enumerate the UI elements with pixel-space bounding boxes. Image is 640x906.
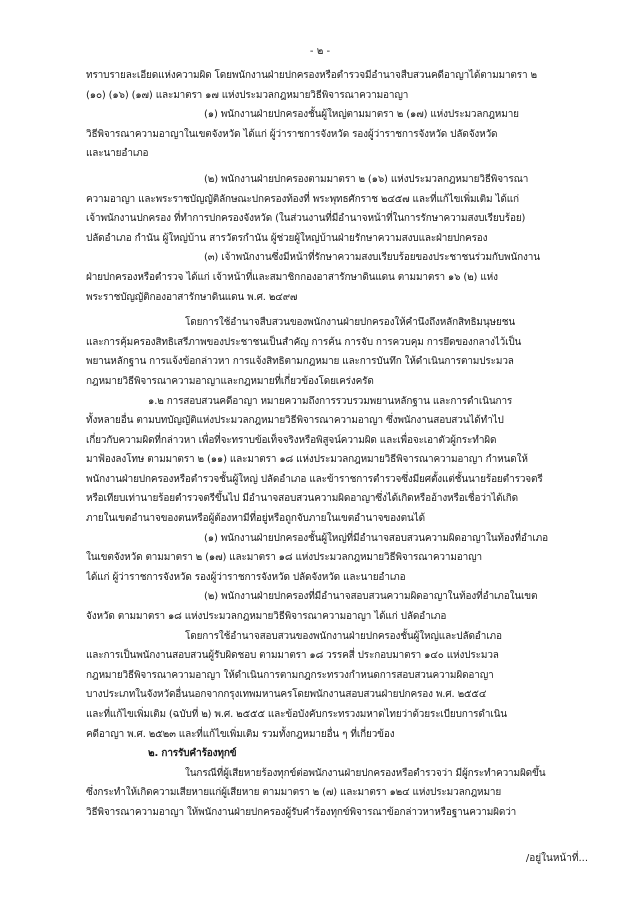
text-line: โดยการใช้อำนาจสอบสวนของพนักงานฝ่ายปกครองชั้นผู้ใหญ่และปลัดอำเภอ bbox=[185, 630, 502, 642]
text-line: ในเขตจังหวัด ตามมาตรา ๒ (๑๗) และมาตรา ๑๘ แห่งประมวลกฎหมายวิธีพิจารณาความอาญา bbox=[86, 552, 482, 564]
text-line: ปลัดอำเภอ กำนัน ผู้ใหญ่บ้าน สารวัตรกำนัน ผู้ช่วยผู้ใหญ่บ้านฝ่ายรักษาความสงบและฝ่ายปกครอง bbox=[86, 232, 488, 244]
text-line: กฎหมายวิธีพิจารณาความอาญาและกฎหมายที่เกี่ยวข้องโดยเคร่งครัด bbox=[86, 375, 374, 387]
document-body bbox=[86, 66, 608, 823]
text-line: พยานหลักฐาน การแจ้งข้อกล่าวหา การแจ้งสิทธิตามกฎหมาย และการบันทึก ให้ดำเนินการตามประมวล bbox=[86, 356, 514, 368]
text-line: (๓) เจ้าพนักงานซึ่งมีหน้าที่รักษาความสงบเรียบร้อยของประชาชนร่วมกับพนักงาน bbox=[204, 252, 540, 264]
text-line: พระราชบัญญัติกองอาสารักษาดินแดน พ.ศ. ๒๔๙๗ bbox=[86, 291, 298, 303]
text-line: และที่แก้ไขเพิ่มเติม (ฉบับที่ ๒) พ.ศ. ๒๕๕๕ และข้อบังคับกระทรวงมหาดไทยว่าด้วยระเบียบการดำเนิน bbox=[86, 709, 507, 720]
text-line: ความอาญา และพระราชบัญญัติลักษณะปกครองท้องที่ พระพุทธศักราช ๒๔๕๗ และที่แก้ไขเพิ่มเติม ได้แก่ bbox=[86, 193, 519, 205]
text-line: กฎหมายวิธีพิจารณาความอาญา ให้ดำเนินการตามกฎกระทรวงกำหนดการสอบสวนความผิดอาญา bbox=[86, 669, 494, 681]
section-heading: ๒. การรับคำร้องทุกข์ bbox=[148, 748, 237, 760]
text-line: บางประเภทในจังหวัดอื่นนอกจากกรุงเทพมหานครโดยพนักงานสอบสวนฝ่ายปกครอง พ.ศ. ๒๕๕๔ bbox=[86, 689, 487, 701]
text-line: (๑๐) (๑๖) (๑๗) และมาตรา ๑๗ แห่งประมวลกฎหมายวิธีพิจารณาความอาญา bbox=[86, 89, 409, 101]
text-line: ภายในเขตอำนาจของตนหรือผู้ต้องหามีที่อยู่หรือถูกจับภายในเขตอำนาจของตนได้ bbox=[86, 513, 425, 525]
text-line: เกี่ยวกับความผิดที่กล่าวหา เพื่อที่จะทราบข้อเท็จจริงหรือพิสูจน์ความผิด และเพื่อจะเอาตัวผู้กระทำผิด bbox=[86, 434, 497, 446]
text-line: ทั้งหลายอื่น ตามบทบัญญัติแห่งประมวลกฎหมายวิธีพิจารณาความอาญา ซึ่งพนักงานสอบสวนได้ทำไป bbox=[86, 415, 504, 427]
text-line: และการคุ้มครองสิทธิเสรีภาพของประชาชนเป็นสำคัญ การค้น การจับ การควบคุม การยึดของกลางไว้เป็น bbox=[86, 336, 522, 348]
continued-note: /อยู่ในหน้าที่... bbox=[525, 853, 588, 864]
text-line: พนักงานฝ่ายปกครองหรือตำรวจชั้นผู้ใหญ่ ปลัดอำเภอ และข้าราชการตำรวจซึ่งมียศตั้งแต่ชั้นนายร้อยตำรวจตรี bbox=[86, 473, 543, 485]
text-line: วิธีพิจารณาความอาญาในเขตจังหวัด ได้แก่ ผู้ว่าราชการจังหวัด รองผู้ว่าราชการจังหวัด ปลัดจังหวัด bbox=[86, 128, 498, 140]
text-line: ทราบรายละเอียดแห่งความผิด โดยพนักงานฝ่ายปกครองหรือตำรวจมีอำนาจสืบสวนคดีอาญาได้ตามมาตรา ๒ bbox=[86, 70, 537, 81]
text-line: ในกรณีที่ผู้เสียหายร้องทุกข์ต่อพนักงานฝ่ายปกครองหรือตำรวจว่า มีผู้กระทำความผิดขึ้น bbox=[185, 767, 546, 779]
text-line: และนายอำเภอ bbox=[86, 148, 149, 160]
text-line: ได้แก่ ผู้ว่าราชการจังหวัด รองผู้ว่าราชการจังหวัด ปลัดจังหวัด และนายอำเภอ bbox=[86, 571, 406, 583]
text-line: (๒) พนักงานฝ่ายปกครองที่มีอำนาจสอบสวนความผิดอาญาในท้องที่อำเภอในเขต bbox=[204, 591, 538, 603]
text-line: ซึ่งกระทำให้เกิดความเสียหายแก่ผู้เสียหาย ตามมาตรา ๒ (๗) และมาตรา ๑๒๔ แห่งประมวลกฎหมาย bbox=[86, 787, 502, 799]
text-line: คดีอาญา พ.ศ. ๒๕๒๓ และที่แก้ไขเพิ่มเติม รวมทั้งกฎหมายอื่น ๆ ที่เกี่ยวข้อง bbox=[86, 728, 395, 740]
text-line: เจ้าพนักงานปกครอง ที่ทำการปกครองจังหวัด (ในส่วนงานที่มีอำนาจหน้าที่ในการรักษาความสงบเรียบร้อย) bbox=[86, 213, 526, 225]
text-line: วิธีพิจารณาความอาญา ให้พนักงานฝ่ายปกครองผู้รับคำร้องทุกข์พิจารณาข้อกล่าวหาหรือฐานความผิดว่า bbox=[86, 806, 517, 818]
text-line: จังหวัด ตามมาตรา ๑๘ แห่งประมวลกฎหมายวิธีพิจารณาความอาญา ได้แก่ ปลัดอำเภอ bbox=[86, 611, 447, 623]
text-line: และการเป็นพนักงานสอบสวนผู้รับผิดชอบ ตามมาตรา ๑๘ วรรคสี่ ประกอบมาตรา ๑๔๐ แห่งประมวล bbox=[86, 650, 499, 662]
page-number: - ๒ - bbox=[309, 46, 331, 57]
text-line: ๑.๒ การสอบสวนคดีอาญา หมายความถึงการรวบรวมพยานหลักฐาน และการดำเนินการ bbox=[148, 395, 513, 407]
text-line: (๑) พนักงานฝ่ายปกครองชั้นผู้ใหญ่ตามมาตรา ๒ (๑๗) แห่งประมวลกฎหมาย bbox=[204, 109, 519, 121]
text-line: (๑) พนักงานฝ่ายปกครองชั้นผู้ใหญ่ที่มีอำนาจสอบสวนความผิดอาญาในท้องที่อำเภอ bbox=[204, 532, 548, 544]
text-line: หรือเทียบเท่านายร้อยตำรวจตรีขึ้นไป มีอำนาจสอบสวนความผิดอาญาซึ่งได้เกิดหรืออ้างหรือเชื่อว่าได้เกิด bbox=[86, 493, 518, 505]
text-line: (๒) พนักงานฝ่ายปกครองตามมาตรา ๒ (๑๖) แห่งประมวลกฎหมายวิธีพิจารณา bbox=[204, 173, 529, 185]
text-line: ฝ่ายปกครองหรือตำรวจ ได้แก่ เจ้าหน้าที่และสมาชิกกองอาสารักษาดินแดน ตามมาตรา ๑๖ (๒) แห่ง bbox=[86, 271, 498, 283]
text-line: มาฟ้องลงโทษ ตามมาตรา ๒ (๑๑) และมาตรา ๑๘ แห่งประมวลกฎหมายวิธีพิจารณาความอาญา กำหนดให้ bbox=[86, 454, 528, 466]
text-line: โดยการใช้อำนาจสืบสวนของพนักงานฝ่ายปกครองให้คำนึงถึงหลักสิทธิมนุษยชน bbox=[185, 317, 516, 329]
